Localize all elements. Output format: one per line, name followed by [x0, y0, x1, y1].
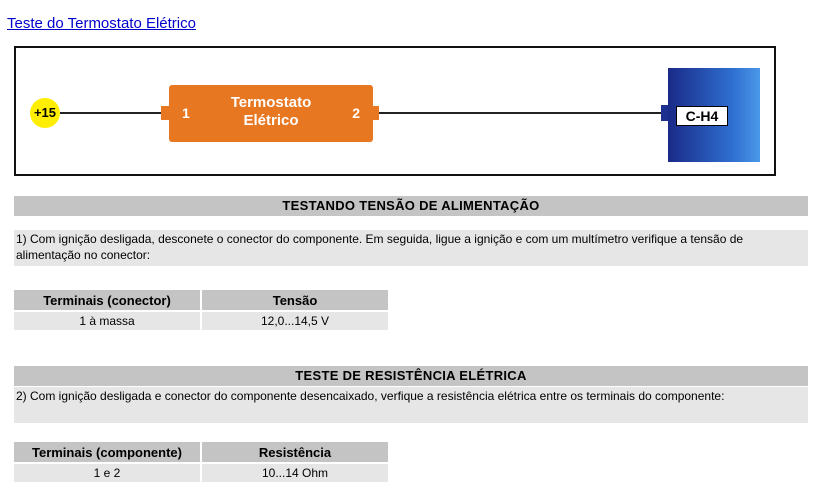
- supply-plus15-marker: +15: [30, 98, 60, 128]
- page-title-link[interactable]: Teste do Termostato Elétrico: [7, 15, 196, 32]
- column-header: Tensão: [202, 290, 388, 310]
- wire-supply: [60, 112, 165, 114]
- column-header: Resistência: [202, 442, 388, 462]
- circuit-diagram: [14, 46, 776, 176]
- component-pin-2: 2: [352, 105, 360, 121]
- section1-header: TESTANDO TENSÃO DE ALIMENTAÇÃO: [14, 196, 808, 216]
- component-block: [169, 85, 373, 142]
- component-right-tab: [371, 106, 379, 120]
- table-header-row: [14, 442, 388, 462]
- table-cell: 1 e 2: [14, 462, 202, 482]
- resistance-table: [14, 442, 388, 482]
- component-left-tab: [161, 106, 169, 120]
- table-header-row: [14, 290, 388, 310]
- column-header: Terminais (conector): [14, 290, 202, 310]
- component-name: [209, 94, 333, 130]
- section1-instruction: 1) Com ignição desligada, desconete o conector do componente. Em seguida, ligue a ignição e com um multímetro verifique a tensão de alimentação no conector:: [14, 230, 808, 266]
- component-name-line2: Elétrico: [243, 112, 299, 129]
- connector-tab: [661, 105, 668, 121]
- connector-label: C-H4: [676, 106, 728, 126]
- component-name-line1: Termostato: [230, 94, 312, 111]
- connector-block: [668, 68, 760, 162]
- voltage-table: [14, 290, 388, 330]
- table-row: [14, 310, 388, 330]
- table-cell: 12,0...14,5 V: [202, 310, 388, 330]
- table-cell: 10...14 Ohm: [202, 462, 388, 482]
- component-pin-1: 1: [182, 105, 190, 121]
- table-cell: 1 à massa: [14, 310, 202, 330]
- table-row: [14, 462, 388, 482]
- column-header: Terminais (componente): [14, 442, 202, 462]
- wire-ground: [379, 112, 661, 114]
- section2-header: TESTE DE RESISTÊNCIA ELÉTRICA: [14, 366, 808, 386]
- section2-instruction: 2) Com ignição desligada e conector do componente desencaixado, verfique a resistência elétrica entre os terminais do componente:: [14, 387, 808, 423]
